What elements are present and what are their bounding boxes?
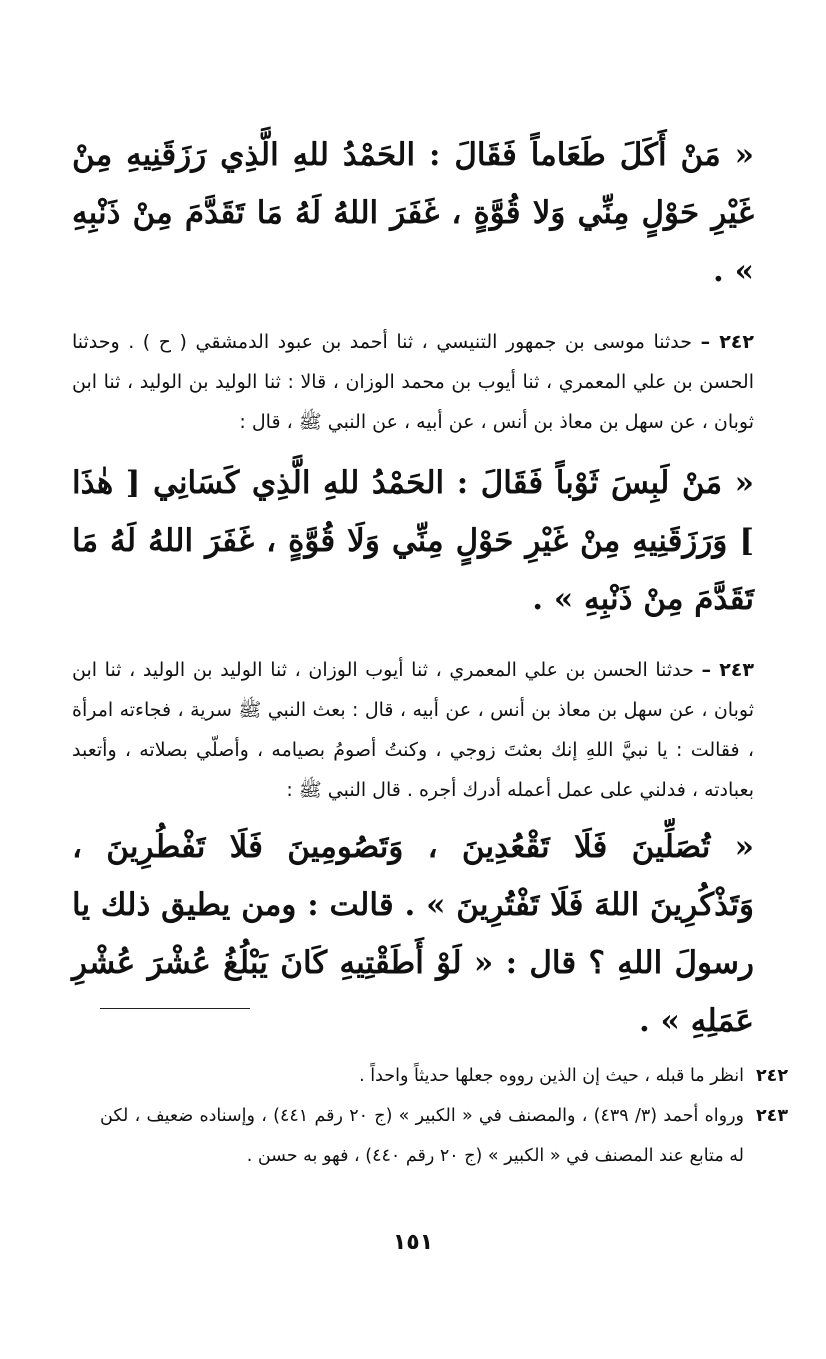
footnote-item xyxy=(100,1056,788,1096)
footnotes xyxy=(100,1056,788,1176)
footnote-number: ٢٤٣ xyxy=(755,1106,788,1126)
footnote-text: انظر ما قبله ، حيث إن الذين رووه جعلها حديثاً واحداً . xyxy=(359,1066,744,1086)
hadith-number: ٢٤٢ – xyxy=(700,331,754,353)
hadith-242 xyxy=(72,322,754,442)
hadith-quote-1: « مَنْ أَكَلَ طَعَاماً فَقَالَ : الحَمْدُ للهِ الَّذِي رَزَقَنِيهِ مِنْ غَيْرِ حَوْلٍ مِنِّي وَلا قُوَّةٍ ، غَفَرَ اللهُ لَهُ مَا تَقَدَّمَ مِنْ ذَنْبِهِ » . xyxy=(72,137,754,289)
hadith-quote-2: « مَنْ لَبِسَ ثَوْباً فَقَالَ : الحَمْدُ للهِ الَّذِي كَسَانِي [ هٰذَا ] وَرَزَقَنِيهِ مِنْ غَيْرِ حَوْلٍ مِنِّي وَلَا قُوَّةٍ ، غَفَرَ اللهُ لَهُ مَا تَقَدَّمَ مِنْ ذَنْبِهِ » . xyxy=(72,465,754,617)
page-number: ١٥١ xyxy=(392,1230,434,1255)
hadith-text: حدثنا الحسن بن علي المعمري ، ثنا أيوب الوزان ، ثنا الوليد بن الوليد ، ثنا ابن ثوبان ، عن سهل بن معاذ بن أنس ، عن أبيه ، قال : بعث النبي ﷺ سرية ، فجاءته امرأة ، فقالت : يا نبيَّ اللهِ إنك بعثتَ زوجي ، وكنتُ أصومُ بصيامه ، وأصلّي بصلاته ، وأتعبد بعبادته ، فدلني على عمل أعمله أدرك أجره . قال النبي ﷺ : xyxy=(72,659,754,801)
hadith-text: حدثنا موسى بن جمهور التنيسي ، ثنا أحمد بن عبود الدمشقي ( ح ) . وحدثنا الحسن بن علي المعمري ، ثنا أيوب بن محمد الوزان ، قالا : ثنا الوليد بن الوليد ، ثنا ابن ثوبان ، عن سهل بن معاذ بن أنس ، عن أبيه ، عن النبي ﷺ ، قال : xyxy=(72,331,754,433)
footnote-item xyxy=(100,1096,788,1176)
footnote-number: ٢٤٢ xyxy=(755,1066,788,1086)
hadith-quote-3: « تُصَلِّينَ فَلَا تَقْعُدِينَ ، وَتَصُومِينَ فَلَا تَفْطُرِينَ ، وَتَذْكُرِينَ اللهَ فَلَا تَفْتُرِينَ » . قالت : ومن يطيق ذلك يا رسولَ اللهِ ؟ قال : « لَوْ أَطَقْتِيهِ كَانَ يَبْلُغُ عُشْرَ عُشْرِ عَمَلِهِ » . xyxy=(72,829,754,1039)
footnote-text: ورواه أحمد (٣/ ٤٣٩) ، والمصنف في « الكبير » (ج ٢٠ رقم ٤٤١) ، وإسناده ضعيف ، لكن له متابع عند المصنف في « الكبير » (ج ٢٠ رقم ٤٤٠) ، فهو به حسن . xyxy=(100,1106,744,1166)
footnote-divider xyxy=(100,1008,250,1009)
hadith-243 xyxy=(72,650,754,810)
hadith-number: ٢٤٣ – xyxy=(701,659,754,681)
